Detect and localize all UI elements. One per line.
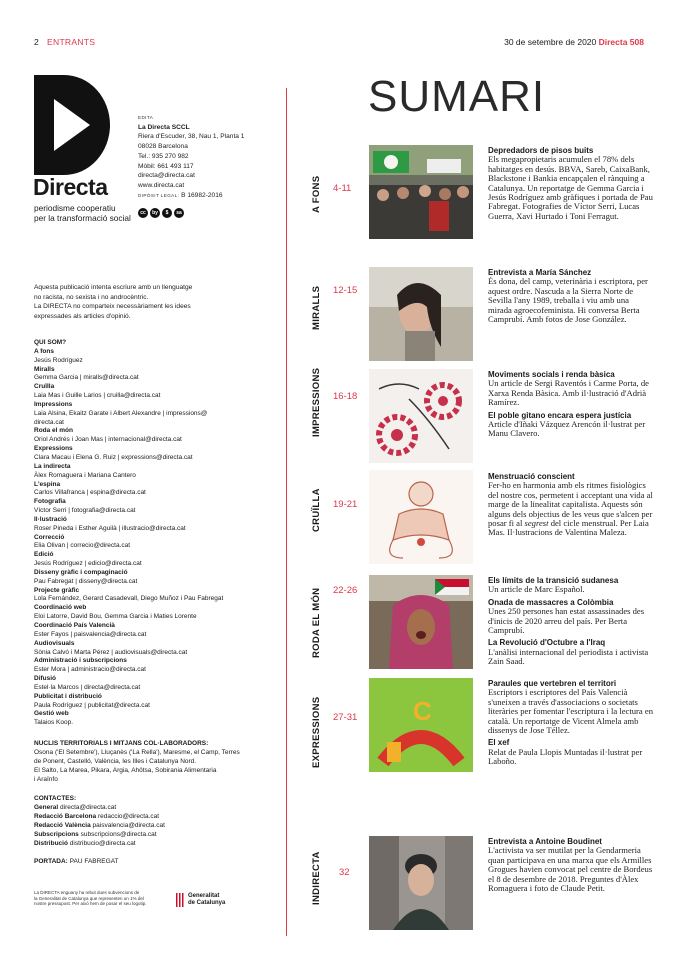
- svg-text:C: C: [413, 696, 432, 726]
- staff-role: Difusió: [34, 675, 57, 683]
- article-title[interactable]: La Revolució d'Octubre a l'Iraq: [488, 638, 606, 648]
- thumb-indirecta: [369, 836, 473, 930]
- article-title[interactable]: El xef: [488, 738, 510, 748]
- staff-names: Talaios Koop.: [34, 719, 74, 727]
- creative-commons-icons: [138, 208, 184, 218]
- section-articles: [488, 679, 654, 767]
- staff-names: Lola Fernández, Gerard Casadevall, Diego Muñoz i Pau Fabregat: [34, 595, 224, 603]
- article-summary: Fer-ho en harmonia amb els ritmes fisiològics del nostre cos, permetent i acceptant una vida al marge de la linealitat capitalista. Aquests són alguns dels objectius de les veus que s'alcen per posar fi al segrest del cicle menstrual. Per Laia Mas. Il·lustracions de Valentina Maleza.: [488, 480, 653, 538]
- page-header-right: [504, 37, 644, 47]
- section-pages: 16-18: [333, 391, 358, 402]
- logo-wordmark: Directa: [33, 174, 108, 200]
- staff-names: Pau Fabregat | disseny@directa.cat: [34, 577, 138, 585]
- section-articles: [488, 837, 654, 893]
- sa-icon: sa: [174, 208, 184, 218]
- generalitat-bars-icon: [176, 893, 184, 907]
- staff-role: Publicitat i distribució: [34, 692, 102, 700]
- thumb-impressions: [369, 369, 473, 463]
- section-articles: [488, 146, 654, 221]
- staff-names: Víctor Serri | fotografia@directa.cat: [34, 507, 136, 515]
- staff-role: Coordinació País Valencià: [34, 622, 115, 629]
- section-name: CRUÏLLA: [311, 488, 322, 532]
- contact-row: General directa@directa.cat: [34, 803, 117, 811]
- staff-names: Ester Fayos | paisvalencia@directa.cat: [34, 630, 147, 638]
- section-name: MIRALLS: [311, 285, 322, 330]
- directa-logo-icon: [34, 75, 110, 175]
- staff-names: Elia Olivan | correcio@directa.cat: [34, 542, 131, 550]
- staff-role: Administració i subscripcions: [34, 657, 127, 665]
- staff-role: Il·lustració: [34, 515, 67, 523]
- editorial-policy: Aquesta publicació intenta escriure amb un llenguatge no racista, no sexista i no androcèntric. La DIRECTA no comparteix necessàriament les idees expressades als articles d'opinió.: [34, 284, 193, 321]
- contact-row: Redacció Barcelona redaccio@directa.cat: [34, 812, 160, 820]
- staff-names: Carlos Villafranca | espina@directa.cat: [34, 489, 146, 497]
- nc-icon: $: [162, 208, 172, 218]
- thumb-expressions: [369, 678, 473, 772]
- staff-names: Oriol Andrés i Joan Mas | internacional@directa.cat: [34, 436, 182, 444]
- article-summary: Relat de Paula Llopis Muntadas il·lustrat per Laboño.: [488, 746, 643, 767]
- column-divider: [286, 88, 287, 936]
- section-pages: 27-31: [333, 712, 358, 723]
- article-summary: És dona, del camp, veterinària i escriptora, per aquest ordre. Nascuda a la Sierra Norte de Sevilla l'any 1989, treballa i viu amb una mirada agroecofeminista. Hi conversa Berta Camprubí. Amb fotos de Jose González.: [488, 276, 648, 325]
- subvention-note: La DIRECTA enguany ha rebut dues subvencions de la Generalitat de Catalunya que representen un 1% del nostre pressupost. Per això hem de posar el seu logotip.: [34, 890, 147, 907]
- by-icon: by: [150, 208, 160, 218]
- article-title[interactable]: Paraules que vertebren el territori: [488, 679, 617, 688]
- staff-role: Edició: [34, 551, 54, 559]
- article-summary: Article d'Iñaki Vázquez Arencón il·lustrat per Manu Clavero.: [488, 419, 646, 439]
- staff-names: Laia Alsina, Ekaitz Garate i Albert Alexandre | impressions@: [34, 409, 208, 417]
- staff-role: Coordinació web: [34, 604, 87, 612]
- staff-role: Disseny gràfic i compaginació: [34, 568, 128, 576]
- staff-role: Expressions: [34, 445, 73, 453]
- section-name: RODA EL MÓN: [311, 587, 322, 658]
- article-summary: Un article de Marc Español.: [488, 584, 585, 595]
- article-title[interactable]: Entrevista a María Sánchez: [488, 268, 592, 277]
- article-title[interactable]: Depredadors de pisos buits: [488, 146, 594, 155]
- staff-role: Impressions: [34, 400, 73, 408]
- article-title[interactable]: Menstruació conscient: [488, 472, 575, 481]
- contacts: [34, 795, 269, 848]
- section-articles: [488, 472, 654, 538]
- staff-role: Fotografia: [34, 498, 66, 506]
- staff-names: Estel·la Marcos | directa@directa.cat: [34, 683, 141, 691]
- section-name: INDIRECTA: [311, 851, 322, 905]
- section-pages: 12-15: [333, 285, 358, 296]
- section-pages: 22-26: [333, 585, 358, 596]
- section-name: IMPRESSIONS: [311, 367, 322, 437]
- generalitat-logo: Generalitat de Catalunya: [176, 893, 225, 907]
- staff-names: Laia Mas i Guille Larios | cruilla@directa.cat: [34, 392, 161, 400]
- thumb-cruilla: [369, 470, 473, 564]
- staff-role: Projecte gràfic: [34, 586, 80, 594]
- staff-role: L'espina: [34, 480, 61, 488]
- article-title[interactable]: Els límits de la transició sudanesa: [488, 576, 619, 585]
- staff-names: Sònia Calvó i Marta Pérez | audiovisuals@directa.cat: [34, 648, 188, 656]
- staff-role: A fons: [34, 347, 54, 355]
- contact-row: Subscripcions subscripcions@directa.cat: [34, 830, 157, 838]
- thumb-roda-el-mon: [369, 575, 473, 669]
- staff-names: Jesús Rodríguez | edicio@directa.cat: [34, 560, 142, 568]
- article-title[interactable]: Onada de massacres a Colòmbia: [488, 597, 614, 607]
- section-pages: 19-21: [333, 499, 358, 510]
- article-summary: L'activista va ser mutilat per la Gendarmeria quan participava en una marxa que els Armilles Grogues havien convocat pel centre de Bordeus el 8 de desembre de 2018. Preguntes d'Àlex Romaguera i foto de Claude Petit.: [488, 845, 653, 894]
- cover-credit: PORTADA: PAU FABREGAT: [34, 858, 119, 865]
- staff-role: Gestió web: [34, 710, 69, 718]
- page-header-left: [34, 37, 95, 47]
- thumb-a-fons: [369, 145, 473, 239]
- section-name: EXPRESSIONS: [311, 696, 322, 768]
- staff-role: Cruïlla: [34, 383, 55, 391]
- article-summary: L'anàlisi internacional del periodista i activista Zain Saad.: [488, 646, 649, 667]
- section-articles: [488, 268, 654, 324]
- staff-role: Roda el món: [34, 427, 74, 435]
- section-articles: [488, 576, 654, 667]
- issue-number: Directa 508: [598, 37, 644, 47]
- article-title[interactable]: El poble gitano encara espera justícia: [488, 410, 632, 420]
- section-articles: [488, 370, 654, 439]
- territorial-nuclei: NUCLIS TERRITORIALS I MITJANS COL·LABORADORS: Osona ('El Setembre'), Lluçanès ('La Rella'), Maresme, el Camp, Terres de Ponent, Castelló, València, les Illes i Catalunya Nord. El Salto, La Marea, Pikara, Argia, Ahötsa, Sobirania Alimentaria i Araïnfo: [34, 740, 240, 783]
- section-pages: 32: [339, 867, 350, 878]
- article-summary: Els megapropietaris acumulen el 78% dels habitatges en desús. BBVA, Sareb, CaixaBank, Blackstone i Bankia encapçalen el rànquing a Catalunya. Un reportatge de Gemma Garcia i Jesús Rodríguez amb gràfiques i portada de Pau Fabregat. Fotografies de Víctor Serri, Lucas Guerra, Xavi Hurtado i Toni Ferragut.: [488, 154, 653, 221]
- staff-role: Miralls: [34, 365, 55, 373]
- staff-names: Eloi Latorre, David Bou, Gemma Garcia i Maties Lorente: [34, 613, 197, 621]
- staff-names: Jesús Rodríguez: [34, 356, 83, 364]
- staff-list: [34, 339, 269, 728]
- article-summary: Unes 250 persones han estat assassinades des d'inicis de 2020 arreu del país. Per Berta Camprubí.: [488, 606, 645, 636]
- page-number: 2: [34, 37, 40, 47]
- staff-names: Àlex Romaguera i Mariana Cantero: [34, 471, 136, 479]
- staff-names: directa.cat: [34, 418, 64, 426]
- staff-names: Ester Mora | administracio@directa.cat: [34, 666, 146, 674]
- section-label: ENTRANTS: [47, 37, 96, 47]
- contact-row: Distribució distribucio@directa.cat: [34, 839, 136, 847]
- staff-role: Correcció: [34, 533, 65, 541]
- staff-names: Clara Macau i Elena G. Ruiz | expressions@directa.cat: [34, 453, 193, 461]
- staff-role: La indirecta: [34, 462, 71, 470]
- logo-tagline: periodisme cooperatiu per la transformació social: [34, 203, 131, 223]
- article-title[interactable]: Entrevista a Antoine Boudinet: [488, 837, 602, 846]
- article-summary: Escriptors i escriptores del País Valencià s'uneixen a través d'associacions o societats literàries per fomentar l'escriptura i la lectura en català. Un reportatge de Vicent Almela amb dissenys de Jose Téllez.: [488, 687, 653, 736]
- contact-row: Redacció València paisvalencia@directa.cat: [34, 821, 165, 829]
- staff-names: Roser Pineda i Esther Aguilà | illustracio@directa.cat: [34, 524, 186, 532]
- staff-heading: QUI SOM?: [34, 339, 67, 346]
- section-pages: 4-11: [333, 183, 352, 194]
- publisher-info: EDITA La Directa SCCL Riera d'Escuder, 38, Nau 1, Planta 1 08028 Barcelona Tel.: 935 270 982 Mòbil: 661 493 117 directa@directa.cat www.directa.cat DIPÒSIT LEGAL: B 16982-2016: [138, 115, 245, 199]
- contacts-heading: CONTACTES:: [34, 795, 77, 802]
- thumb-miralls: [369, 267, 473, 361]
- staff-names: Gemma Garcia | miralls@directa.cat: [34, 374, 139, 382]
- sumari-title: SUMARI: [368, 72, 546, 121]
- issue-date: 30 de setembre de 2020: [504, 37, 597, 47]
- staff-names: Paula Rodríguez | publicitat@directa.cat: [34, 701, 150, 709]
- section-name: A FONS: [311, 175, 322, 213]
- article-title[interactable]: Moviments socials i renda bàsica: [488, 370, 615, 379]
- staff-role: Audiovisuals: [34, 639, 75, 647]
- cc-icon: cc: [138, 208, 148, 218]
- article-summary: Un article de Sergi Raventós i Carme Porta, de Xarxa Renda Bàsica. Amb il·lustració d'Adrià Ramírez.: [488, 378, 649, 408]
